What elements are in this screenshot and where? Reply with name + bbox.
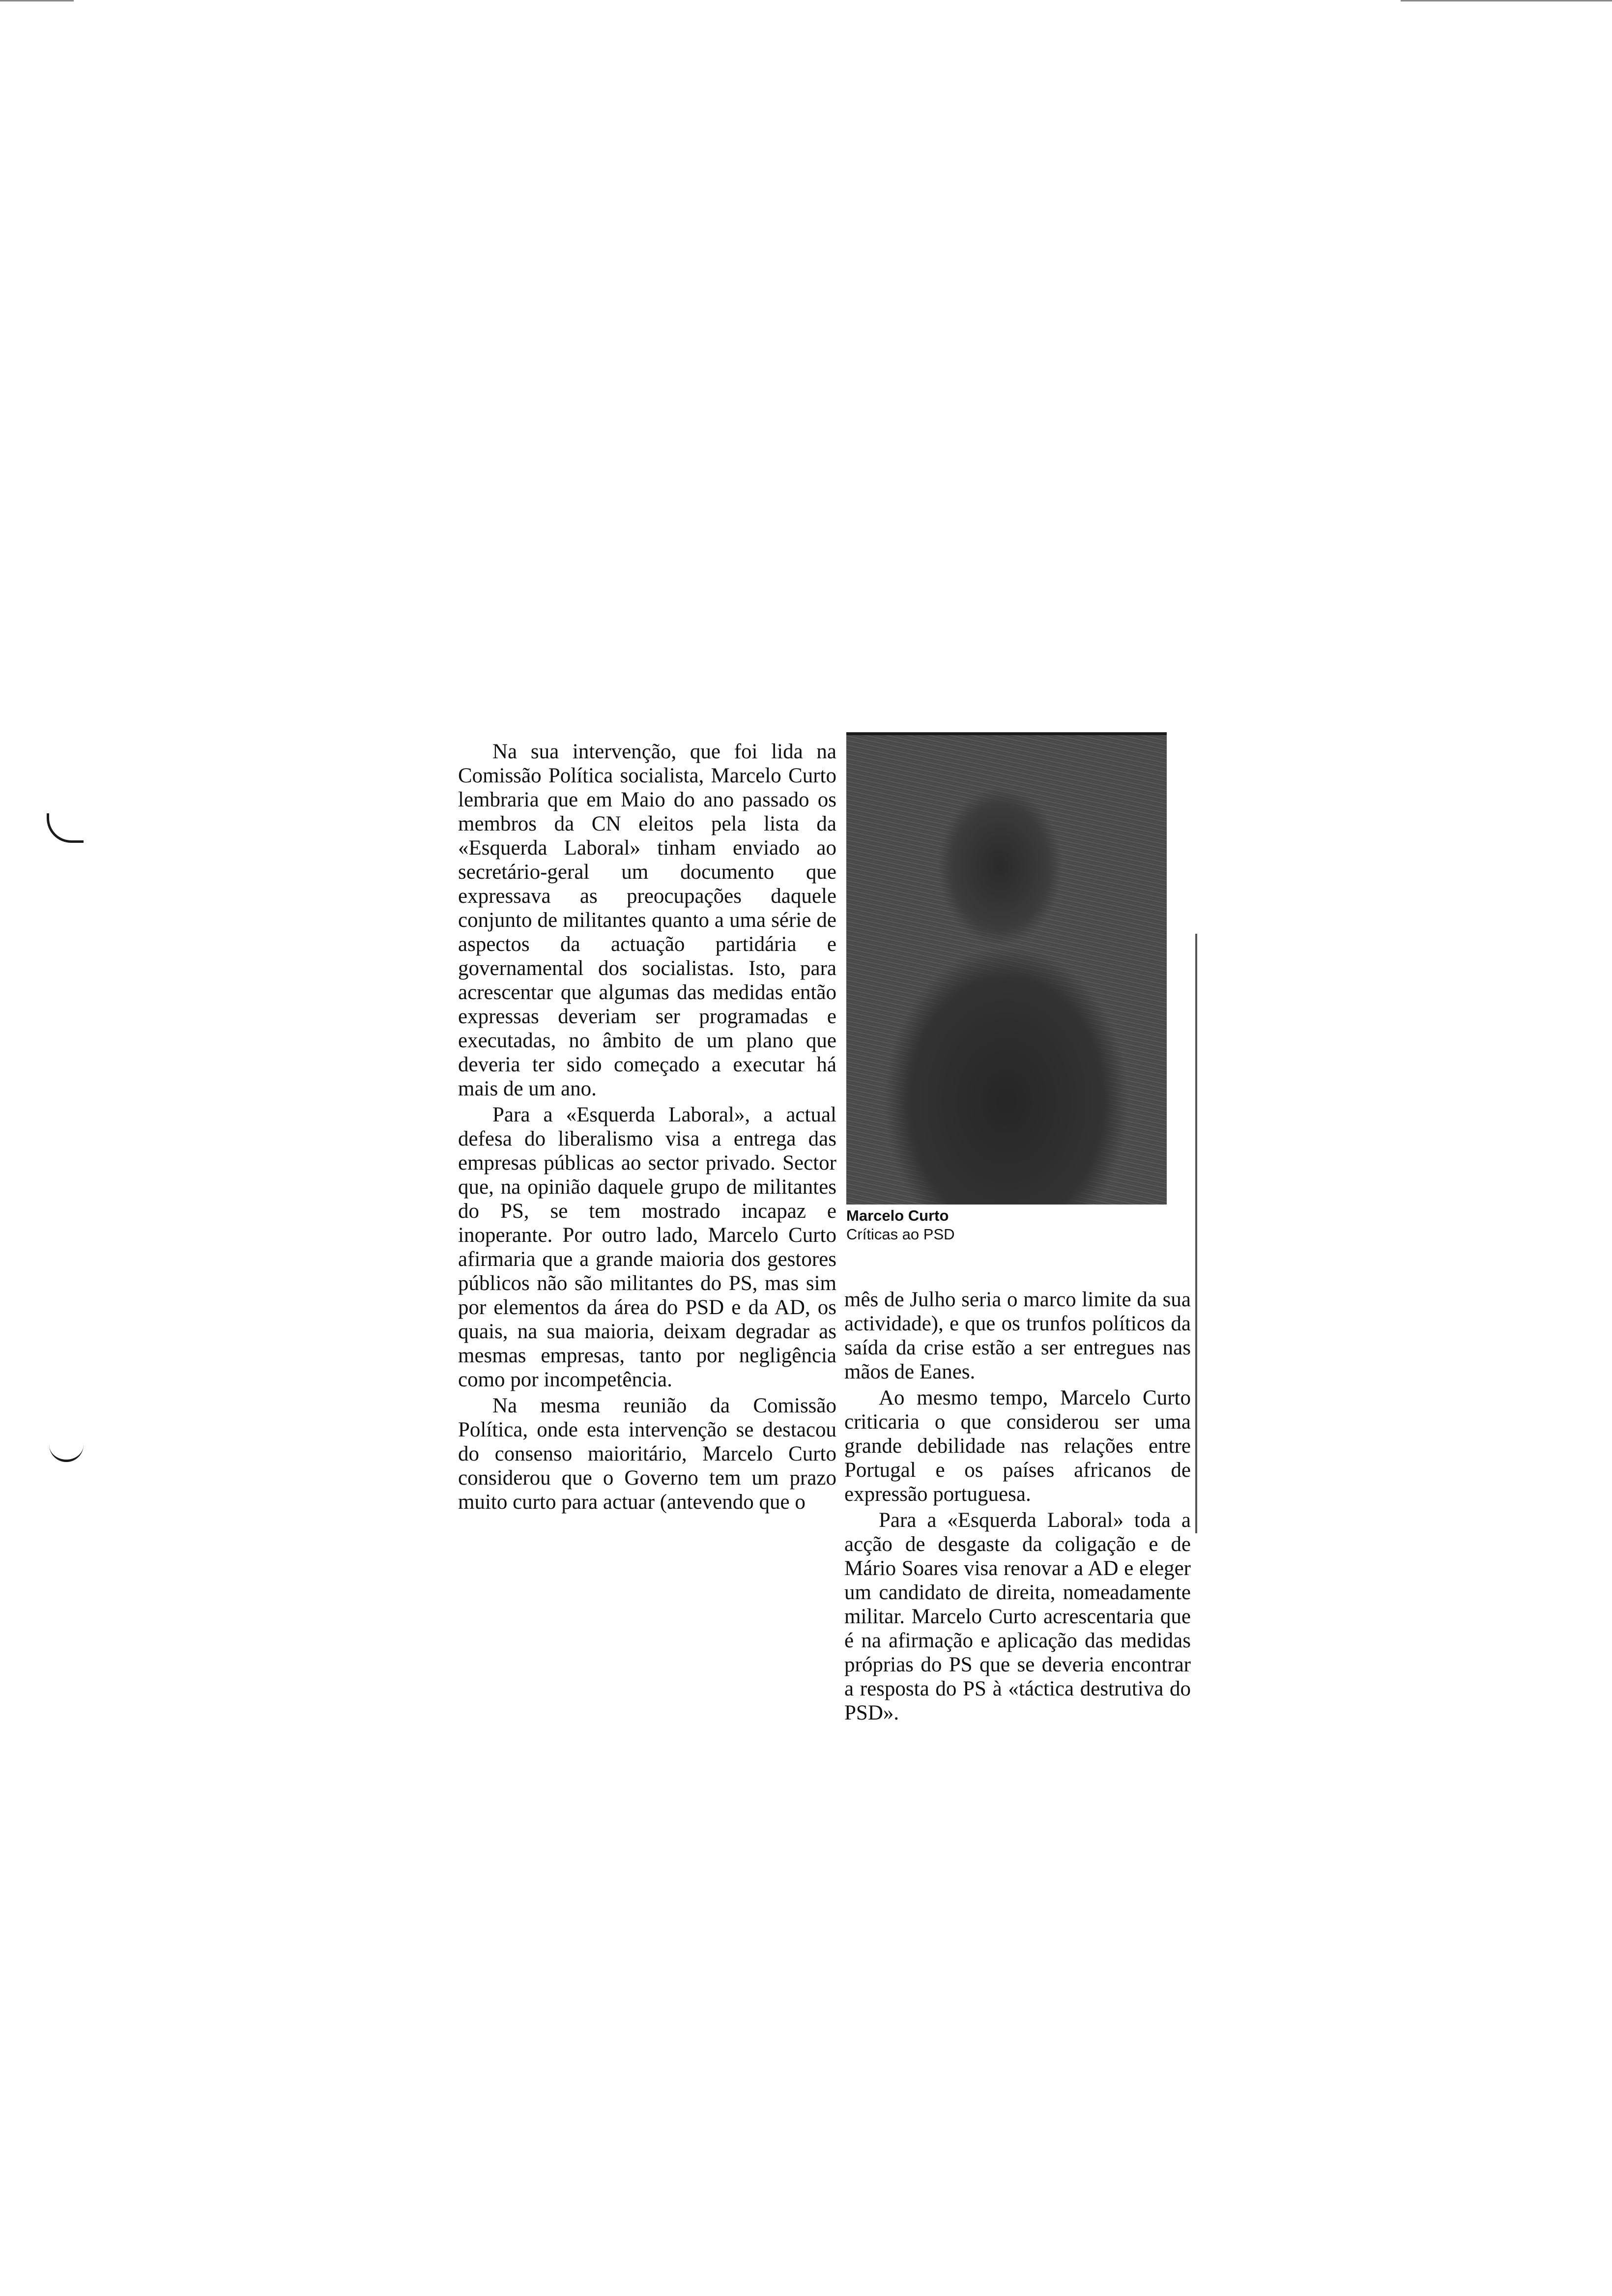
article-left-column (458, 740, 836, 1516)
punch-mark-upper (47, 813, 84, 843)
punch-mark-lower (49, 1435, 84, 1462)
scan-edge-top-left (0, 0, 74, 1)
portrait-photo (846, 732, 1167, 1205)
caption-name: Marcelo Curto (846, 1207, 949, 1224)
column-rule (1195, 934, 1197, 1533)
article-paragraph: Para a «Esquerda Laboral» toda a acção de desgaste da coligação e de Mário Soares visa renovar a AD e eleger um candidato de direita, nomeadamente militar. Marcelo Curto acrescentaria que é na afirmação e aplicação das medidas próprias do PS que se deveria encontrar a resposta do PS à «táctica destrutiva do PSD». (844, 1509, 1191, 1724)
article-paragraph: Para a «Esquerda Laboral», a actual defesa do liberalismo visa a entrega das empresas públicas ao sector privado. Sector que, na opinião daquele grupo de militantes do PS, se tem mostrado incapaz e inoperante. Por outro lado, Marcelo Curto afirmaria que a grande maioria dos gestores públicos não são militantes do PS, mas sim por elementos da área do PSD e da AD, os quais, na sua maioria, deixam degradar as mesmas empresas, tanto por negligência como por incompetência. (458, 1103, 836, 1391)
article-paragraph: mês de Julho seria o marco limite da sua actividade), e que os trunfos políticos da saída da crise estão a ser entregues nas mãos de Eanes. (844, 1288, 1191, 1383)
photo-caption (846, 1206, 955, 1244)
article-paragraph: Na mesma reunião da Comissão Política, onde esta intervenção se destacou do consenso maioritário, Marcelo Curto considerou que o Governo tem um prazo muito curto para actuar (antevendo que o (458, 1394, 836, 1514)
scan-edge-top-right (1401, 0, 1612, 1)
article-paragraph: Ao mesmo tempo, Marcelo Curto criticaria o que considerou ser uma grande debilidade nas relações entre Portugal e os países africanos de expressão portuguesa. (844, 1386, 1191, 1506)
article-right-column (844, 1288, 1191, 1727)
caption-subtitle: Críticas ao PSD (846, 1226, 955, 1243)
article-paragraph: Na sua intervenção, que foi lida na Comissão Política socialista, Marcelo Curto lembraria que em Maio do ano passado os membros da CN eleitos pela lista da «Esquerda Laboral» tinham enviado ao secretário-geral um documento que expressava as preocupações daquele conjunto de militantes quanto a uma série de aspectos da actuação partidária e governamental dos socialistas. Isto, para acrescentar que algumas das medidas então expressas deveriam ser programadas e executadas, no âmbito de um plano que deveria ter sido começado a executar há mais de um ano. (458, 740, 836, 1100)
